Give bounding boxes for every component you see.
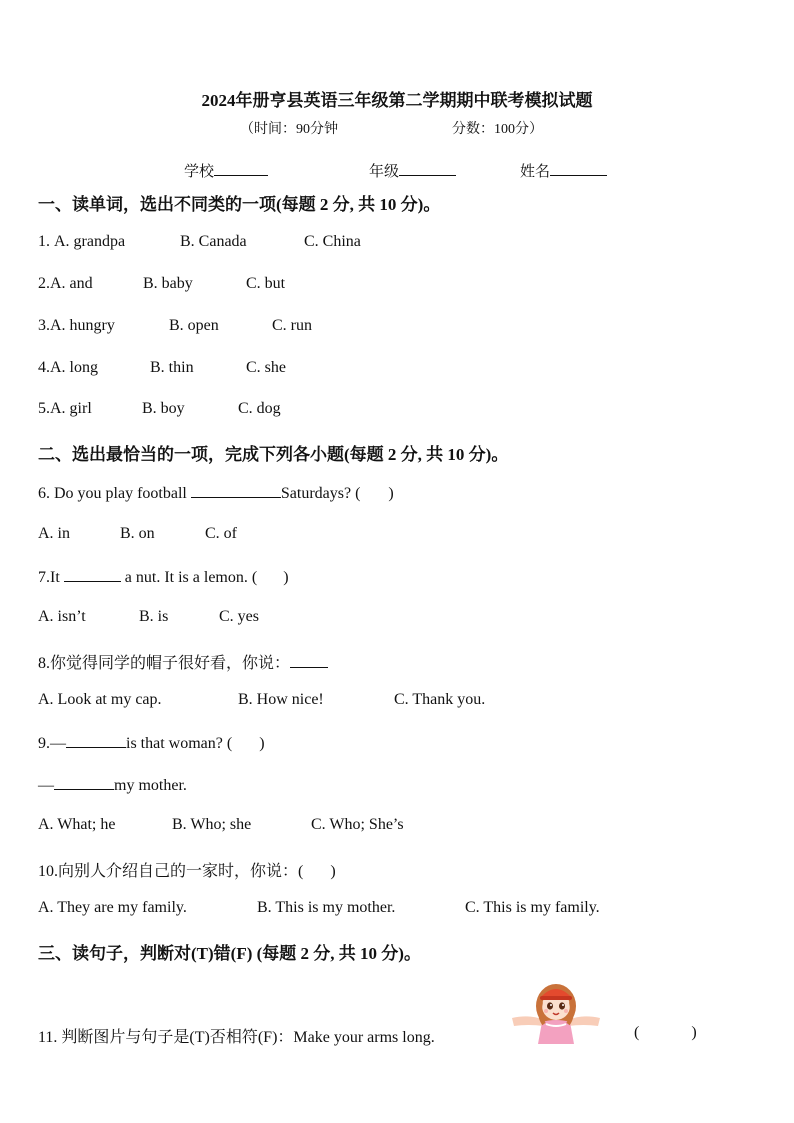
question-10 bbox=[38, 858, 336, 881]
question-6 bbox=[38, 483, 394, 503]
section2-heading: 二、选出最恰当的一项，完成下列各小题(每题 2 分, 共 10 分)。 bbox=[38, 445, 509, 464]
q9-text-end: ) bbox=[259, 735, 265, 752]
q6-option-c: C. of bbox=[205, 525, 237, 542]
q7-text-start: 7.It bbox=[38, 569, 64, 586]
section3-heading: 三、读句子，判断对(T)错(F) (每题 2 分, 共 10 分)。 bbox=[38, 944, 421, 963]
q10-text-start: 10.向别人介绍自己的一家时，你说：( bbox=[38, 863, 304, 880]
q6-options bbox=[38, 525, 237, 543]
q9-response-text: my mother. bbox=[114, 777, 187, 794]
q5-option-c: C. dog bbox=[238, 400, 281, 417]
q10-option-c: C. This is my family. bbox=[465, 899, 600, 916]
q2-option-c: C. but bbox=[246, 275, 286, 292]
q5-option-a: A. girl bbox=[50, 400, 92, 417]
name-field bbox=[520, 160, 607, 181]
q3-option-a: A. hungry bbox=[50, 317, 115, 334]
q2-number: 2. bbox=[38, 275, 50, 292]
q6-blank[interactable] bbox=[191, 483, 281, 498]
q6-option-b: B. on bbox=[120, 525, 155, 542]
q10-options bbox=[38, 899, 600, 917]
q8-blank[interactable] bbox=[290, 653, 328, 668]
name-blank[interactable] bbox=[550, 161, 607, 176]
question-3 bbox=[38, 317, 312, 335]
q9-options bbox=[38, 816, 404, 834]
girl-cartoon-image bbox=[510, 978, 602, 1044]
q6-text-end: ) bbox=[388, 485, 394, 502]
q8-options bbox=[38, 691, 485, 709]
q5-option-b: B. boy bbox=[142, 400, 185, 417]
q3-option-b: B. open bbox=[169, 317, 219, 334]
q4-option-a: A. long bbox=[50, 359, 98, 376]
q7-option-c: C. yes bbox=[219, 608, 259, 625]
q1-option-b: B. Canada bbox=[180, 233, 247, 250]
q3-number: 3. bbox=[38, 317, 50, 334]
question-7 bbox=[38, 567, 289, 587]
grade-blank[interactable] bbox=[399, 161, 456, 176]
name-label: 姓名 bbox=[520, 164, 551, 180]
q7-text-end: ) bbox=[283, 569, 289, 586]
q6-text-start: 6. Do you play football bbox=[38, 485, 191, 502]
q1-number: 1. bbox=[38, 233, 54, 250]
q7-options bbox=[38, 608, 259, 626]
page-title: 2024年册亨县英语三年级第二学期期中联考模拟试题 bbox=[201, 91, 593, 110]
q7-blank[interactable] bbox=[64, 567, 121, 582]
q11-answer-parens bbox=[634, 1024, 697, 1042]
q3-option-c: C. run bbox=[272, 317, 312, 334]
q7-option-b: B. is bbox=[139, 608, 169, 625]
q7-option-a: A. isn’t bbox=[38, 608, 86, 625]
exam-time: （时间：90分钟 bbox=[240, 122, 338, 137]
q8-option-c: C. Thank you. bbox=[394, 691, 486, 708]
question-9 bbox=[38, 733, 265, 753]
exam-score: 分数：100分） bbox=[452, 122, 543, 137]
grade-label: 年级 bbox=[369, 164, 400, 180]
q4-number: 4. bbox=[38, 359, 50, 376]
school-label: 学校 bbox=[184, 164, 215, 180]
q8-text: 8.你觉得同学的帽子很好看，你说： bbox=[38, 655, 291, 672]
question-11: 11. 判断图片与句子是(T)否相符(F)：Make your arms long. bbox=[38, 1029, 435, 1046]
q8-option-b: B. How nice! bbox=[238, 691, 324, 708]
question-4 bbox=[38, 359, 286, 377]
q9-blank-2[interactable] bbox=[54, 775, 114, 790]
q11-paren-close: ) bbox=[691, 1024, 697, 1041]
q10-option-b: B. This is my mother. bbox=[257, 899, 396, 916]
q2-option-a: A. and bbox=[50, 275, 93, 292]
q6-text-mid: Saturdays? ( bbox=[280, 485, 361, 502]
q9-dash: — bbox=[38, 777, 54, 794]
q9-response-line bbox=[38, 775, 187, 795]
question-8 bbox=[38, 650, 328, 673]
q11-paren-open: ( bbox=[634, 1024, 640, 1041]
q6-option-a: A. in bbox=[38, 525, 70, 542]
q9-option-c: C. Who; She’s bbox=[311, 816, 404, 833]
q10-option-a: A. They are my family. bbox=[38, 899, 187, 916]
q4-option-c: C. she bbox=[246, 359, 286, 376]
q7-text-mid: a nut. It is a lemon. ( bbox=[120, 569, 258, 586]
question-1 bbox=[38, 233, 361, 251]
grade-field bbox=[369, 160, 456, 181]
question-2 bbox=[38, 275, 285, 293]
q10-text-end: ) bbox=[330, 863, 336, 880]
school-blank[interactable] bbox=[214, 161, 268, 176]
q4-option-b: B. thin bbox=[150, 359, 194, 376]
school-field bbox=[184, 160, 268, 181]
q8-option-a: A. Look at my cap. bbox=[38, 691, 162, 708]
q2-option-b: B. baby bbox=[143, 275, 193, 292]
q9-option-a: A. What; he bbox=[38, 816, 116, 833]
q1-option-c: C. China bbox=[304, 233, 361, 250]
section1-heading: 一、读单词，选出不同类的一项(每题 2 分, 共 10 分)。 bbox=[38, 195, 441, 214]
question-5 bbox=[38, 400, 281, 418]
q9-option-b: B. Who; she bbox=[172, 816, 252, 833]
q9-blank-1[interactable] bbox=[66, 733, 126, 748]
q1-option-a: A. grandpa bbox=[54, 233, 126, 250]
q9-text-start: 9.— bbox=[38, 735, 66, 752]
q5-number: 5. bbox=[38, 400, 50, 417]
q9-text-mid: is that woman? ( bbox=[126, 735, 233, 752]
